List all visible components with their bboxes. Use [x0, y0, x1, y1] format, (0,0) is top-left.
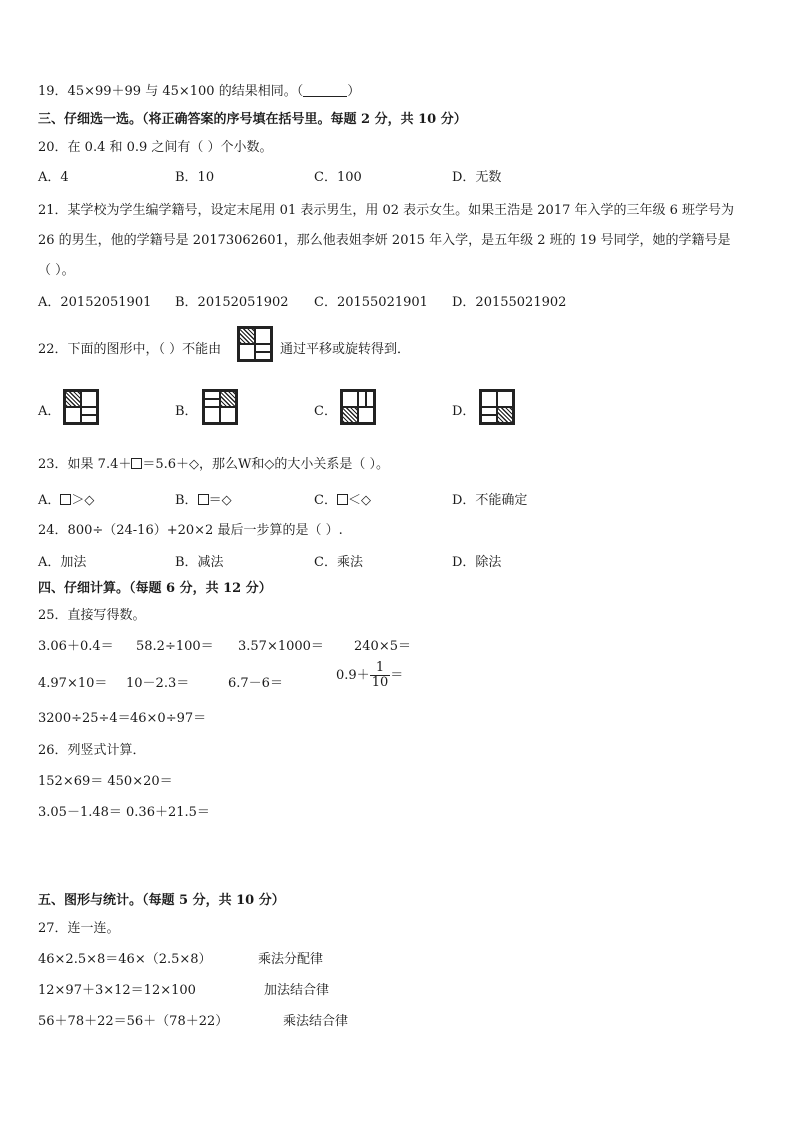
- option-b[interactable]: B．减法: [175, 555, 224, 570]
- section-4-heading: 四、仔细计算。（每题 6 分，共 12 分）: [38, 581, 272, 596]
- fraction: $\frac{1}{10}$: [371, 660, 389, 690]
- calc-item: 3200÷25÷4＝: [38, 711, 131, 726]
- question-21-line2: 26 的男生，他的学籍号是 20173062601，那么他表姐李妍 2015 年入学，是五年级 2 班的 19 号同学，她的学籍号是: [38, 233, 731, 248]
- diamond-icon: ◇: [264, 457, 275, 472]
- match-right-item[interactable]: 乘法分配律: [258, 952, 324, 967]
- match-left-item[interactable]: 46×2.5×8＝46×（2.5×8）: [38, 952, 212, 967]
- question-22-stem-start: 22．下面的图形中，（ ）不能由: [38, 342, 222, 357]
- square-icon: [337, 494, 348, 505]
- calc-item: 4.97×10＝: [38, 676, 108, 691]
- diamond-icon: ◇: [84, 493, 95, 508]
- answer-blank[interactable]: [303, 84, 347, 97]
- option-d-figure[interactable]: [479, 389, 515, 425]
- square-icon: [198, 494, 209, 505]
- question-26-stem: 26．列竖式计算．: [38, 743, 146, 758]
- option-d[interactable]: D．20155021902: [452, 295, 567, 310]
- section-5-heading: 五、图形与统计。（每题 5 分，共 10 分）: [38, 893, 285, 908]
- option-d[interactable]: D．除法: [452, 555, 502, 570]
- question-21-line1: 21．某学校为学生编学籍号，设定末尾用 01 表示男生，用 02 表示女生。如果王浩是 2017 年入学的三年级 6 班学号为: [38, 203, 735, 218]
- option-d[interactable]: D．无数: [452, 170, 502, 185]
- option-a[interactable]: A．20152051901: [38, 295, 152, 310]
- question-23-stem: 23．如果 7.4＋ ＝5.6＋◇，那么W和◇的大小关系是（ ）。: [38, 457, 390, 472]
- square-icon: [60, 494, 71, 505]
- calc-item: 6.7－6＝: [228, 676, 283, 691]
- option-c[interactable]: C．100: [314, 170, 362, 185]
- option-c[interactable]: C． ＜◇: [314, 493, 371, 508]
- question-19: 19．45×99＋99 与 45×100 的结果相同。（ ）: [38, 84, 361, 99]
- option-a[interactable]: A．: [38, 404, 61, 419]
- calc-item: 3.06＋0.4＝: [38, 639, 114, 654]
- section-3-heading: 三、仔细选一选。（将正确答案的序号填在括号里。每题 2 分，共 10 分）: [38, 112, 467, 127]
- option-a[interactable]: A．4: [38, 170, 69, 185]
- match-right-item[interactable]: 乘法结合律: [283, 1014, 349, 1029]
- question-24-stem: 24．800÷（24-16）+20×2 最后一步算的是（ ）.: [38, 523, 343, 538]
- calc-item: 58.2÷100＝: [136, 639, 214, 654]
- question-25-stem: 25．直接写得数。: [38, 608, 146, 623]
- calc-item: 46×0÷97＝: [130, 711, 207, 726]
- question-22-stem-end: 通过平移或旋转得到．: [280, 342, 411, 357]
- calc-item: 3.57×1000＝: [238, 639, 324, 654]
- diamond-icon: ◇: [221, 493, 232, 508]
- option-a[interactable]: A． ＞◇: [38, 493, 95, 508]
- option-b[interactable]: B． ＝◇: [175, 493, 232, 508]
- match-left-item[interactable]: 12×97＋3×12＝12×100: [38, 983, 196, 998]
- question-20-stem: 20．在 0.4 和 0.9 之间有（ ）个小数。: [38, 140, 273, 155]
- reference-figure: [237, 326, 273, 362]
- calc-item: 10－2.3＝: [126, 676, 190, 691]
- question-27-stem: 27．连一连。: [38, 921, 120, 936]
- question-21-line3: （ ）。: [38, 263, 75, 278]
- diamond-icon: ◇: [189, 457, 200, 472]
- diamond-icon: ◇: [360, 493, 371, 508]
- option-c[interactable]: C．: [314, 404, 337, 419]
- calc-item: 240×5＝: [354, 639, 411, 654]
- option-c[interactable]: C．20155021901: [314, 295, 428, 310]
- option-a[interactable]: A．加法: [38, 555, 87, 570]
- option-b-figure[interactable]: [202, 389, 238, 425]
- option-b[interactable]: B．10: [175, 170, 215, 185]
- option-c[interactable]: C．乘法: [314, 555, 363, 570]
- match-right-item[interactable]: 加法结合律: [264, 983, 330, 998]
- option-c-figure[interactable]: [340, 389, 376, 425]
- vertical-calc-row: 3.05－1.48＝ 0.36＋21.5＝: [38, 805, 210, 820]
- option-d[interactable]: D．: [452, 404, 476, 419]
- square-icon: [131, 458, 142, 469]
- match-left-item[interactable]: 56＋78＋22＝56＋（78＋22）: [38, 1014, 229, 1029]
- option-a-figure[interactable]: [63, 389, 99, 425]
- option-b[interactable]: B．: [175, 404, 198, 419]
- calc-item-fraction: 0.9＋ $\frac{1}{10}$ ＝: [336, 660, 404, 690]
- option-b[interactable]: B．20152051902: [175, 295, 289, 310]
- vertical-calc-row: 152×69＝ 450×20＝: [38, 774, 173, 789]
- option-d[interactable]: D．不能确定: [452, 493, 528, 508]
